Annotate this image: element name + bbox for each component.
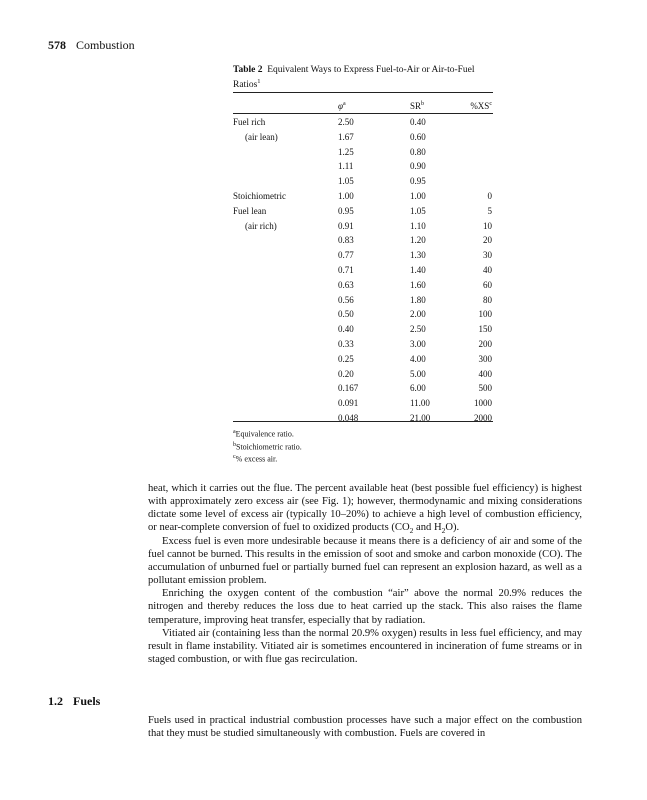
table-footnotes: [233, 427, 302, 465]
cell-phi: 0.25: [338, 353, 354, 364]
paragraph-3: Enriching the oxygen content of the combustion “air” above the normal 20.9% reduces the nitrogen and thereby reduces the loss due to heat carried up the stack. This also raises the flame temperature, improving heat transfer, especially that by radiation.: [148, 588, 582, 626]
cell-phi: 0.091: [338, 398, 359, 409]
cell-sr: 1.10: [410, 220, 426, 231]
cell-sr: 21.00: [410, 413, 431, 423]
table-caption: [233, 64, 493, 91]
cell-phi: 0.71: [338, 265, 354, 275]
cell-xs: 40: [483, 265, 492, 275]
cell-phi: 1.25: [338, 146, 354, 157]
cell-sr: 0.95: [410, 176, 426, 187]
table-label: Table 2: [233, 65, 263, 75]
page-number: 578: [48, 38, 66, 52]
cell-sr: 4.00: [410, 353, 426, 364]
cell-sr: 0.90: [410, 161, 426, 172]
section-heading: [48, 694, 100, 709]
cell-xs: 150: [478, 324, 492, 335]
table-bottom-rule: [233, 421, 493, 422]
cell-phi: 0.95: [338, 205, 354, 216]
section-title: Fuels: [73, 694, 101, 708]
cell-xs: 5: [487, 205, 492, 216]
row-label: (air rich): [245, 220, 277, 231]
cell-phi: 0.167: [338, 383, 359, 394]
footnote-b: $^b$Stoichiometric ratio.: [233, 441, 302, 452]
footnote-a: $^a$Equivalence ratio.: [233, 429, 294, 439]
running-header: [48, 38, 135, 53]
running-title: Combustion: [76, 38, 135, 52]
cell-xs: 30: [483, 250, 492, 261]
cell-phi: 0.33: [338, 339, 354, 349]
cell-xs: 10: [483, 220, 492, 231]
cell-xs: 300: [478, 353, 492, 364]
cell-sr: 2.50: [410, 324, 426, 335]
table-caption-text: Equivalent Ways to Express Fuel-to-Air or Air-to-Fuel Ratios: [233, 65, 475, 91]
cell-phi: 0.91: [338, 220, 354, 231]
section-number: 1.2: [48, 694, 63, 708]
cell-sr: 1.60: [410, 279, 426, 290]
cell-phi: 0.20: [338, 368, 354, 379]
table-caption-ref: 1: [257, 78, 261, 85]
paragraph-4: Vitiated air (containing less than the normal 20.9% oxygen) results in less fuel efficiency, and may result in flame instability. Vitiated air is sometimes encountered in incineration of fume streams or in staged combustion, or with flue gas recirculation.: [148, 627, 582, 666]
cell-phi: 0.63: [338, 279, 354, 290]
cell-xs: 20: [483, 235, 492, 246]
cell-sr: 1.30: [410, 250, 426, 261]
cell-phi: 1.67: [338, 131, 354, 142]
paragraph-1: heat, which it carries out the flue. The percent available heat (best possible fuel efficiency) is highest with approximately zero excess air (see Fig. 1); however, thermodynamic and mixing considerations dictate some level of excess air (typically 10–20%) to achieve a high level of combustion efficiency, or near-complete conversion of fuel to oxidized products ($CO_2$ and $H_2O$).: [148, 483, 582, 536]
body-text-main: [148, 482, 582, 666]
cell-sr: 5.00: [410, 368, 426, 379]
footnote-c: $^c$% excess air.: [233, 454, 278, 464]
cell-sr: 1.20: [410, 235, 426, 246]
cell-sr: 1.00: [410, 191, 426, 201]
row-label: Stoichiometric: [233, 191, 286, 201]
cell-sr: 11.00: [410, 398, 430, 409]
cell-phi: 0.50: [338, 309, 354, 320]
col-header-sr: $SR^b$: [410, 101, 425, 111]
cell-sr: 0.80: [410, 146, 426, 157]
cell-xs: 0: [487, 191, 492, 201]
cell-phi: 0.56: [338, 294, 354, 305]
row-label: Fuel lean: [233, 205, 267, 216]
cell-xs: 500: [478, 383, 492, 394]
cell-phi: 0.83: [338, 235, 354, 246]
cell-xs: 200: [478, 339, 492, 349]
row-label: (air lean): [245, 131, 278, 142]
col-header-xs: $\%XS^c$: [470, 101, 492, 111]
body-text-fuels: [148, 714, 582, 740]
table-top-rule: [233, 92, 493, 93]
cell-sr: 0.40: [410, 117, 426, 127]
cell-xs: 2000: [474, 413, 492, 423]
cell-sr: 3.00: [410, 339, 426, 349]
row-label: Fuel rich: [233, 117, 266, 127]
cell-sr: 0.60: [410, 131, 426, 142]
cell-phi: 0.40: [338, 324, 354, 335]
cell-xs: 400: [478, 368, 492, 379]
cell-phi: 0.77: [338, 250, 354, 261]
col-header-phi: $\varphi^a$: [338, 101, 346, 111]
cell-phi: 2.50: [338, 117, 354, 127]
cell-sr: 1.80: [410, 294, 426, 305]
cell-phi: 1.05: [338, 176, 354, 187]
paragraph-2: Excess fuel is even more undesirable because it means there is a deficiency of air and some of the fuel cannot be burned. This results in the emission of soot and smoke and carbon monoxide (CO). The accumulation of unburned fuel or partially burned fuel can represent an explosion hazard, as well as a pollutant emission problem.: [148, 535, 582, 587]
cell-xs: 1000: [474, 398, 492, 409]
cell-xs: 100: [478, 309, 492, 320]
cell-phi: 1.00: [338, 191, 354, 201]
paragraph-5: Fuels used in practical industrial combustion processes have such a major effect on the combustion that they must be studied simultaneously with combustion. Fuels are covered in: [148, 715, 582, 740]
cell-sr: 1.40: [410, 265, 426, 275]
table-header-rule: [233, 113, 493, 114]
cell-xs: 60: [483, 279, 492, 290]
cell-phi: 0.048: [338, 413, 359, 423]
cell-sr: 6.00: [410, 383, 426, 394]
cell-phi: 1.11: [338, 161, 354, 172]
cell-xs: 80: [483, 294, 492, 305]
cell-sr: 1.05: [410, 205, 426, 216]
cell-sr: 2.00: [410, 309, 426, 320]
